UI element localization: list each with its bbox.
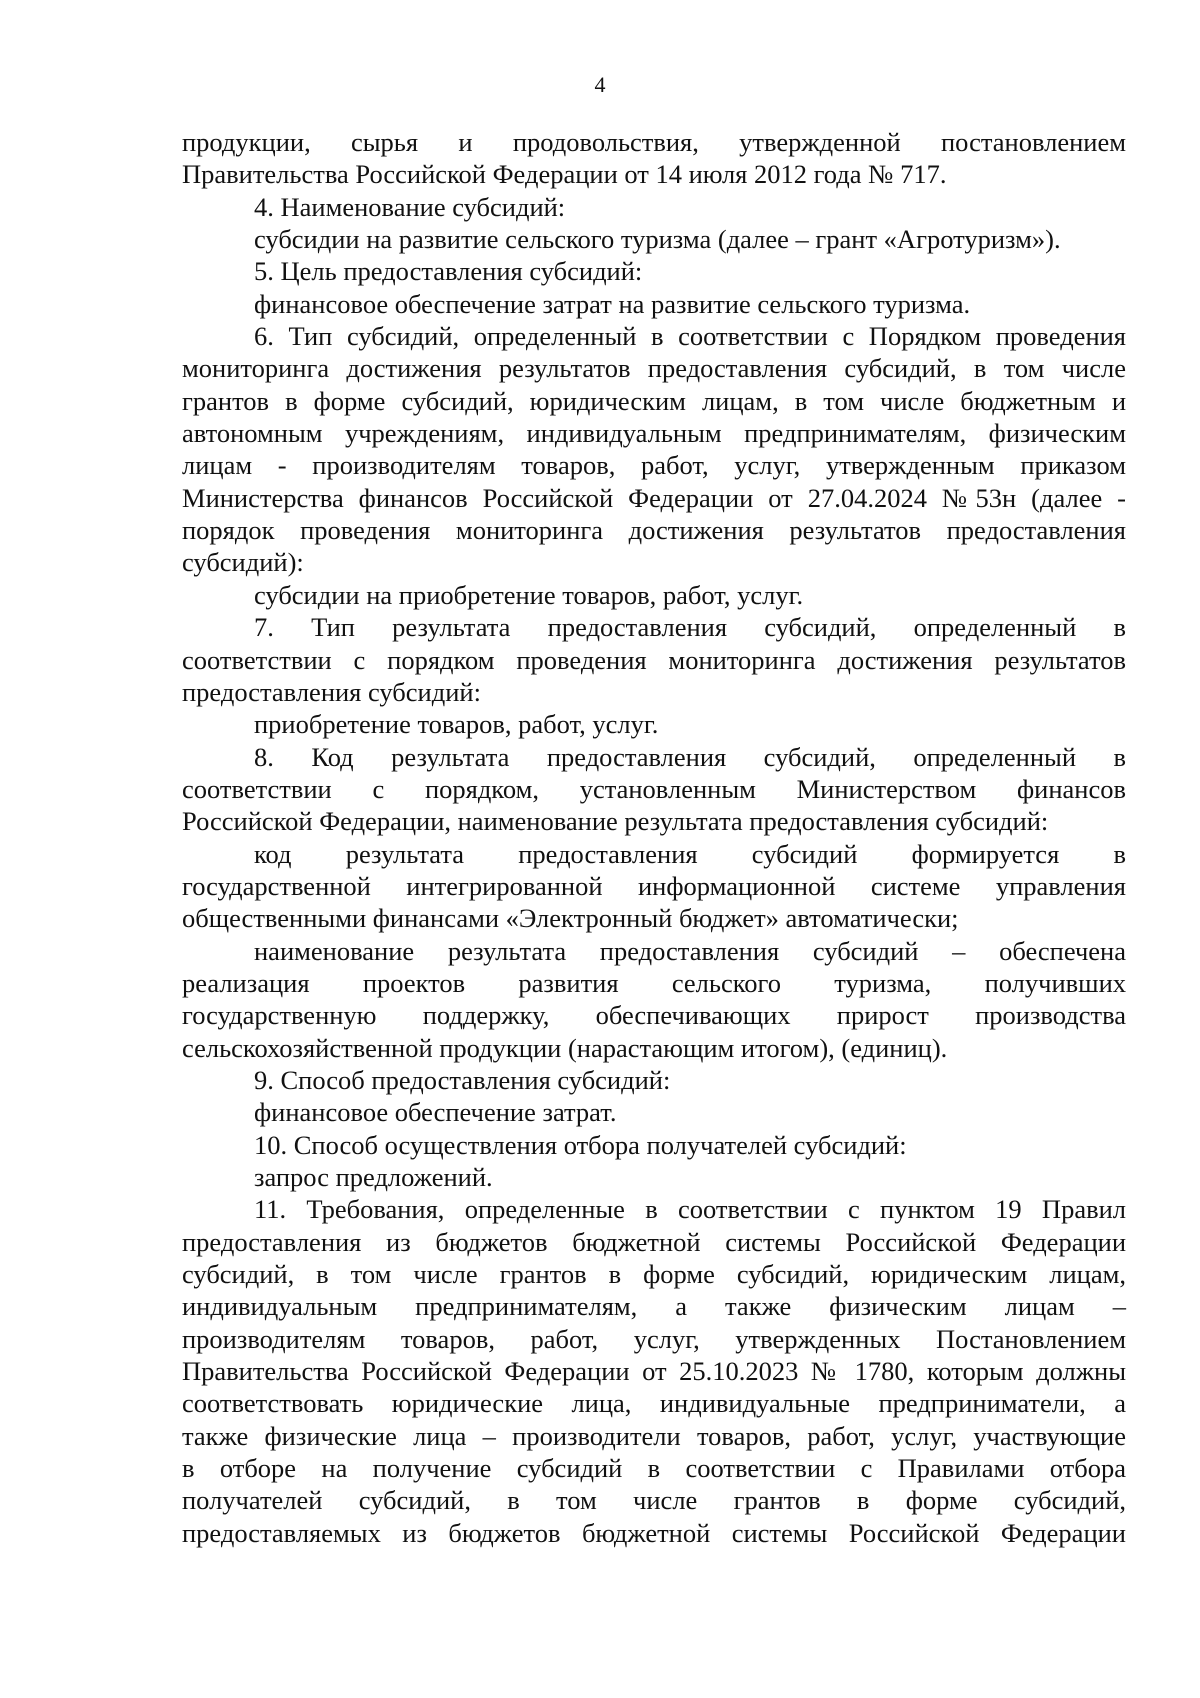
text-line: наименование результата предоставления субсидий – обеспечена [254, 935, 1126, 966]
text-line: также физические лица – производители товаров, работ, услуг, участвующие [182, 1420, 1126, 1451]
text-line: Российской Федерации, наименование результата предоставления субсидий: [182, 806, 1049, 837]
text-line: государственную поддержку, обеспечивающих прирост производства [182, 1000, 1126, 1031]
text-line: получателей субсидий, в том числе грантов в форме субсидий, [182, 1485, 1126, 1516]
text-line: общественными финансами «Электронный бюджет» автоматически; [182, 903, 959, 934]
text-line: финансовое обеспечение затрат на развитие сельского туризма. [254, 288, 971, 319]
text-line: 4. Наименование субсидий: [254, 191, 566, 222]
text-line: индивидуальным предпринимателям, а также физическим лицам – [182, 1291, 1126, 1322]
text-line: 7. Тип результата предоставления субсидий, определенный в [254, 612, 1126, 643]
text-line: порядок проведения мониторинга достижения результатов предоставления [182, 515, 1126, 546]
text-line: государственной интегрированной информационной системе управления [182, 870, 1126, 901]
text-line: мониторинга достижения результатов предоставления субсидий, в том числе [182, 353, 1126, 384]
text-line: код результата предоставления субсидий формируется в [254, 838, 1126, 869]
text-line: предоставления из бюджетов бюджетной системы Российской Федерации [182, 1226, 1126, 1257]
text-line: 11. Требования, определенные в соответствии с пунктом 19 Правил [254, 1194, 1126, 1225]
text-line: Правительства Российской Федерации от 25.10.2023 № 1780, которым должны [182, 1356, 1126, 1387]
text-line: 10. Способ осуществления отбора получателей субсидий: [254, 1129, 907, 1160]
text-line: продукции, сырья и продовольствия, утвержденной постановлением [182, 127, 1126, 157]
text-line: лицам - производителям товаров, работ, услуг, утвержденным приказом [182, 450, 1126, 481]
text-line: 6. Тип субсидий, определенный в соответствии с Порядком проведения [254, 321, 1126, 352]
text-line: соответствии с порядком, установленным Министерством финансов [182, 773, 1126, 804]
text-line: приобретение товаров, работ, услуг. [254, 709, 659, 740]
text-line: 9. Способ предоставления субсидий: [254, 1064, 671, 1095]
text-line: производителям товаров, работ, услуг, утвержденных Постановлением [182, 1323, 1126, 1354]
text-line: в отборе на получение субсидий в соответствии с Правилами отбора [182, 1453, 1126, 1484]
text-line: финансовое обеспечение затрат. [254, 1097, 617, 1128]
text-line: соответствии с порядком проведения мониторинга достижения результатов [182, 644, 1126, 675]
text-line: субсидий, в том числе грантов в форме субсидий, юридическим лицам, [182, 1259, 1126, 1290]
text-line: 5. Цель предоставления субсидий: [254, 256, 643, 287]
page-number: 4 [594, 72, 606, 97]
text-line: реализация проектов развития сельского туризма, получивших [182, 967, 1126, 998]
text-line: соответствовать юридические лица, индивидуальные предприниматели, а [182, 1388, 1126, 1419]
text-line: грантов в форме субсидий, юридическим лицам, в том числе бюджетным и [182, 385, 1126, 416]
text-line: автономным учреждениям, индивидуальным предпринимателям, физическим [182, 418, 1126, 449]
text-line: Министерства финансов Российской Федерации от 27.04.2024 №53н (далее - [182, 482, 1126, 513]
text-line: сельскохозяйственной продукции (нарастающим итогом), (единиц). [182, 1032, 948, 1063]
text-line: предоставления субсидий: [182, 676, 481, 707]
text-line: запрос предложений. [254, 1162, 493, 1192]
text-line: субсидий): [182, 547, 304, 578]
document-body [182, 126, 1126, 1549]
text-line: Правительства Российской Федерации от 14 июля 2012 года № 717. [182, 159, 947, 190]
text-line: субсидии на приобретение товаров, работ, услуг. [254, 579, 804, 610]
text-line: субсидии на развитие сельского туризма (далее – грант «Агротуризм»). [254, 224, 1061, 255]
text-line: 8. Код результата предоставления субсидий, определенный в [254, 741, 1126, 772]
text-line: предоставляемых из бюджетов бюджетной системы Российской Федерации [182, 1517, 1126, 1548]
